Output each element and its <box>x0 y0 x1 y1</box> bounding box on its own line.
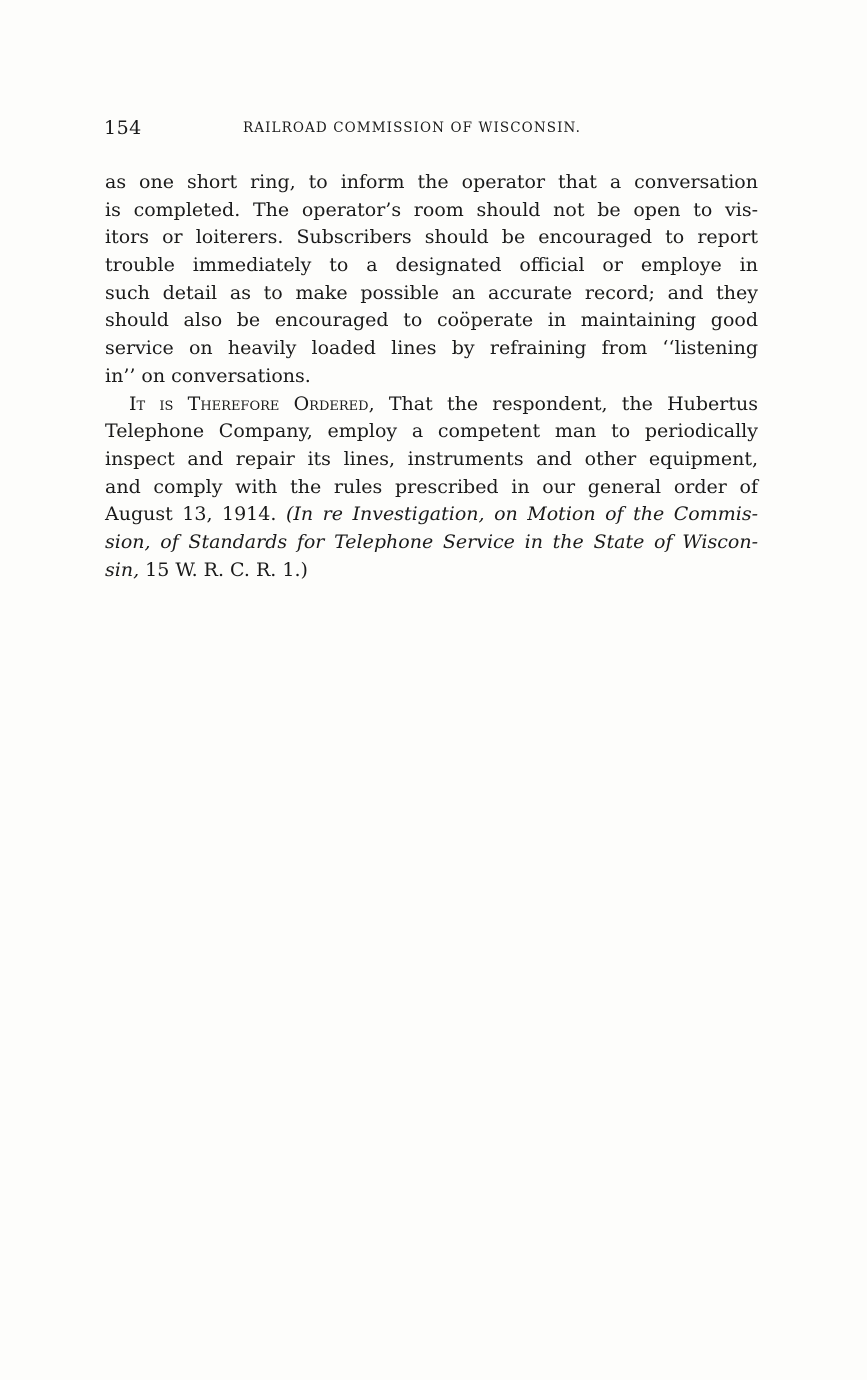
citation-text: sin, <box>105 558 140 581</box>
text-line: such detail as to make possible an accurate record; and they <box>105 281 758 304</box>
text-line: service on heavily loaded lines by refraining from ‘‘listening <box>105 337 758 360</box>
order-lead-in: It is Therefore Ordered, <box>129 392 375 415</box>
citation-text: (In re Investigation, on Motion of the Commis- <box>285 503 758 526</box>
text-line <box>105 501 758 529</box>
text-line: is completed. The operator’s room should not be open to vis- <box>105 198 758 221</box>
citation-reference: 15 W. R. C. R. 1.) <box>139 558 308 581</box>
text-line: inspect and repair its lines, instruments and other equipment, <box>105 447 758 470</box>
body-text <box>105 169 758 584</box>
text-line: as one short ring, to inform the operator that a conversation <box>105 171 758 193</box>
text-line: should also be encouraged to coöperate in maintaining good <box>105 309 758 332</box>
text-line: and comply with the rules prescribed in our general order of <box>105 475 758 498</box>
text-line: in’’ on conversations. <box>105 364 311 387</box>
paragraph-2 <box>105 391 758 585</box>
running-head: RAILROAD COMMISSION OF WISCONSIN. <box>243 120 581 136</box>
text-run: August 13, 1914. <box>105 503 286 526</box>
text-line <box>105 557 758 585</box>
text-run: That the respondent, the Hubertus <box>374 392 758 415</box>
citation-text: sion, of Standards for Telephone Service in the State of Wiscon- <box>105 530 758 553</box>
text-line: trouble immediately to a designated official or employe in <box>105 254 758 277</box>
text-line <box>105 391 758 419</box>
text-line: Telephone Company, employ a competent man to periodically <box>105 420 758 443</box>
page-number: 154 <box>104 117 142 139</box>
paragraph-1 <box>105 169 758 391</box>
text-line: itors or loiterers. Subscribers should be encouraged to report <box>105 226 758 249</box>
